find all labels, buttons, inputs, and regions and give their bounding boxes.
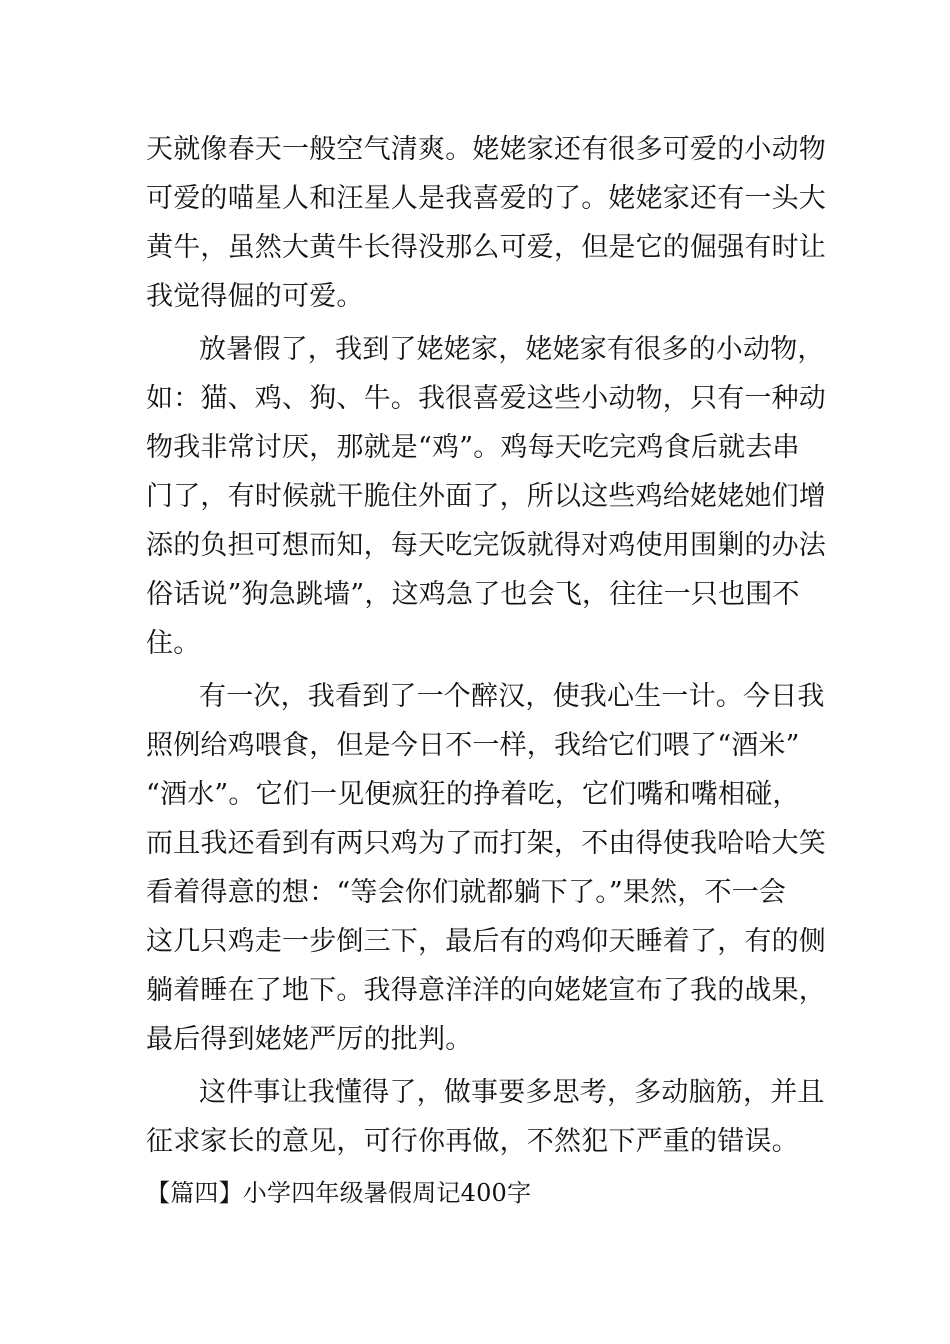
paragraph-2-line-5: 添的负担可想而知，每天吃完饭就得对鸡使用围剿的办法 — [146, 530, 826, 561]
paragraph-1-line-3: 黄牛，虽然大黄牛长得没那么可爱，但是它的倔强有时让 — [146, 232, 826, 263]
paragraph-4-line-2: 征求家长的意见，可行你再做，不然犯下严重的错误。 — [146, 1126, 799, 1157]
paragraph-4-line-1: 这件事让我懂得了，做事要多思考，多动脑筋，并且 — [199, 1077, 825, 1108]
paragraph-1-line-1: 天就像春天一般空气清爽。姥姥家还有很多可爱的小动物 — [146, 134, 826, 165]
paragraph-3-line-3: “酒水”。它们一见便疯狂的挣着吃，它们嘴和嘴相碰， — [146, 779, 800, 810]
paragraph-3-line-6: 这几只鸡走一步倒三下，最后有的鸡仰天睡着了，有的侧 — [146, 926, 826, 957]
paragraph-2-line-4: 门了，有时候就干脆住外面了，所以这些鸡给姥姥她们增 — [146, 481, 826, 512]
paragraph-2-line-6: 俗话说”狗急跳墙”，这鸡急了也会飞，往往一只也围不 — [146, 579, 800, 610]
paragraph-3-line-4: 而且我还看到有两只鸡为了而打架，不由得使我哈哈大笑 — [146, 828, 826, 859]
paragraph-2-line-7: 住。 — [146, 628, 201, 659]
section-heading: 【篇四】小学四年级暑假周记400字 — [146, 1179, 532, 1207]
paragraph-1-line-4: 我觉得倔的可爱。 — [146, 281, 364, 312]
paragraph-3-line-7: 躺着睡在了地下。我得意洋洋的向姥姥宣布了我的战果， — [146, 975, 826, 1006]
paragraph-2-line-1: 放暑假了，我到了姥姥家，姥姥家有很多的小动物， — [199, 334, 825, 365]
paragraph-2-line-3: 物我非常讨厌，那就是“鸡”。鸡每天吃完鸡食后就去串 — [146, 432, 800, 463]
paragraph-3-line-8: 最后得到姥姥严厉的批判。 — [146, 1024, 473, 1055]
paragraph-3-line-1: 有一次，我看到了一个醉汉，使我心生一计。今日我 — [199, 681, 825, 712]
paragraph-3-line-5: 看着得意的想：“等会你们就都躺下了。”果然，不一会 — [146, 877, 787, 908]
paragraph-2-line-2: 如：猫、鸡、狗、牛。我很喜爱这些小动物，只有一种动 — [146, 383, 826, 414]
paragraph-3-line-2: 照例给鸡喂食，但是今日不一样，我给它们喂了“酒米” — [146, 730, 800, 761]
paragraph-1-line-2: 可爱的喵星人和汪星人是我喜爱的了。姥姥家还有一头大 — [146, 183, 826, 214]
